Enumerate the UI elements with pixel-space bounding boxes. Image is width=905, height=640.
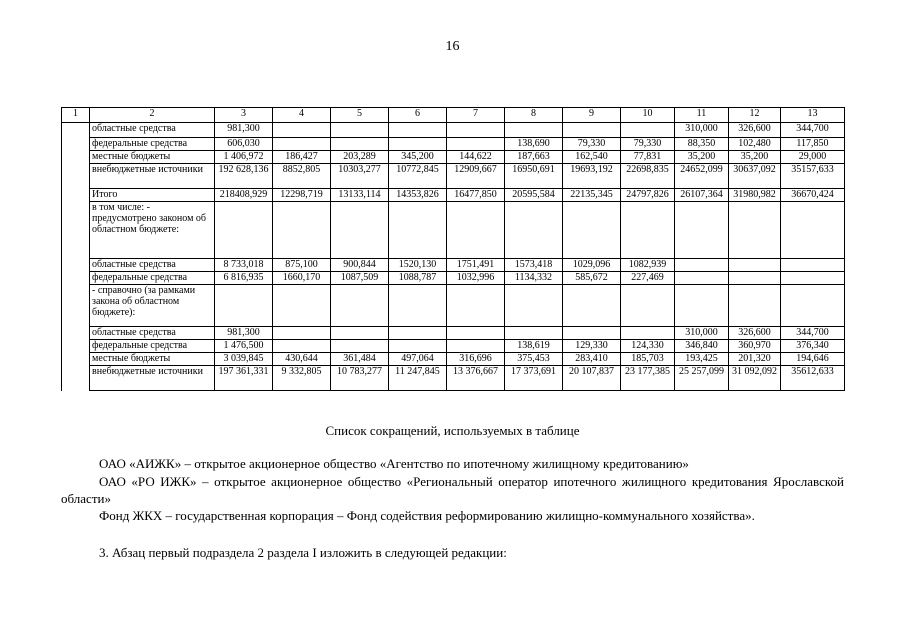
value-cell: [447, 138, 505, 151]
value-cell: [273, 340, 331, 353]
value-cell: 117,850: [781, 138, 845, 151]
value-cell: 344,700: [781, 327, 845, 340]
value-cell: 3 039,845: [215, 353, 273, 366]
value-cell: 1520,130: [389, 259, 447, 272]
row-label: внебюджетные источники: [90, 366, 215, 391]
value-cell: 1134,332: [505, 272, 563, 285]
value-cell: [389, 327, 447, 340]
row-label: внебюджетные источники: [90, 164, 215, 189]
value-cell: 13 376,667: [447, 366, 505, 391]
value-cell: [563, 285, 621, 327]
value-cell: [215, 202, 273, 259]
row-number-cell: [62, 327, 90, 340]
value-cell: 606,030: [215, 138, 273, 151]
value-cell: 346,840: [675, 340, 729, 353]
table-row: [62, 259, 845, 272]
header-cell: 10: [621, 108, 675, 123]
value-cell: 77,831: [621, 151, 675, 164]
value-cell: [389, 138, 447, 151]
row-number-cell: [62, 272, 90, 285]
value-cell: 31 092,092: [729, 366, 781, 391]
value-cell: 1 476,500: [215, 340, 273, 353]
row-number-cell: [62, 285, 90, 327]
abbrev-aizhk: ОАО «АИЖК» – открытое акционерное общество «Агентство по ипотечному жилищному кредитованию»: [99, 456, 689, 471]
value-cell: 129,330: [563, 340, 621, 353]
value-cell: [781, 272, 845, 285]
value-cell: [563, 327, 621, 340]
value-cell: [729, 202, 781, 259]
table-row: [62, 189, 845, 202]
table-row: [62, 202, 845, 259]
value-cell: [675, 259, 729, 272]
header-cell: 7: [447, 108, 505, 123]
value-cell: 138,619: [505, 340, 563, 353]
row-number-cell: [62, 340, 90, 353]
row-label: областные средства: [90, 259, 215, 272]
row-label: Итого: [90, 189, 215, 202]
value-cell: [447, 202, 505, 259]
row-number-cell: [62, 259, 90, 272]
value-cell: [781, 285, 845, 327]
value-cell: 24797,826: [621, 189, 675, 202]
value-cell: 981,300: [215, 327, 273, 340]
value-cell: 30637,092: [729, 164, 781, 189]
value-cell: [729, 259, 781, 272]
row-label: местные бюджеты: [90, 151, 215, 164]
row-number-cell: [62, 123, 90, 138]
value-cell: 310,000: [675, 327, 729, 340]
value-cell: [621, 285, 675, 327]
value-cell: [215, 285, 273, 327]
value-cell: 283,410: [563, 353, 621, 366]
value-cell: [331, 202, 389, 259]
value-cell: 8 733,018: [215, 259, 273, 272]
value-cell: [273, 285, 331, 327]
value-cell: 16477,850: [447, 189, 505, 202]
section-title: Список сокращений, используемых в таблице: [325, 423, 580, 438]
value-cell: 12909,667: [447, 164, 505, 189]
header-cell: 8: [505, 108, 563, 123]
row-label: в том числе: - предусмотрено законом об областном бюджете:: [90, 202, 215, 259]
value-cell: 88,350: [675, 138, 729, 151]
value-cell: [331, 327, 389, 340]
table-row: [62, 285, 845, 327]
value-cell: 218408,929: [215, 189, 273, 202]
value-cell: 185,703: [621, 353, 675, 366]
value-cell: [273, 138, 331, 151]
value-cell: 201,320: [729, 353, 781, 366]
table-row: [62, 366, 845, 391]
row-number-cell: [62, 353, 90, 366]
value-cell: [675, 202, 729, 259]
row-label: - справочно (за рамками закона об областном бюджете):: [90, 285, 215, 327]
value-cell: 20 107,837: [563, 366, 621, 391]
table-row: [62, 272, 845, 285]
value-cell: [447, 285, 505, 327]
value-cell: 14353,826: [389, 189, 447, 202]
value-cell: [331, 285, 389, 327]
value-cell: 24652,099: [675, 164, 729, 189]
value-cell: [505, 202, 563, 259]
value-cell: 192 628,136: [215, 164, 273, 189]
table-row: [62, 164, 845, 189]
header-cell: 9: [563, 108, 621, 123]
value-cell: 326,600: [729, 327, 781, 340]
value-cell: [621, 327, 675, 340]
table-row: [62, 340, 845, 353]
value-cell: 227,469: [621, 272, 675, 285]
value-cell: 345,200: [389, 151, 447, 164]
value-cell: 326,600: [729, 123, 781, 138]
row-label: федеральные средства: [90, 272, 215, 285]
value-cell: 497,064: [389, 353, 447, 366]
value-cell: 36670,424: [781, 189, 845, 202]
value-cell: 13133,114: [331, 189, 389, 202]
value-cell: [447, 327, 505, 340]
value-cell: 186,427: [273, 151, 331, 164]
value-cell: 344,700: [781, 123, 845, 138]
value-cell: 12298,719: [273, 189, 331, 202]
value-cell: 23 177,385: [621, 366, 675, 391]
value-cell: 187,663: [505, 151, 563, 164]
value-cell: 316,696: [447, 353, 505, 366]
header-cell: 1: [62, 108, 90, 123]
amendment-paragraph: 3. Абзац первый подраздела 2 раздела I изложить в следующей редакции:: [99, 545, 507, 560]
value-cell: 17 373,691: [505, 366, 563, 391]
value-cell: 10303,277: [331, 164, 389, 189]
value-cell: [505, 327, 563, 340]
value-cell: 1 406,972: [215, 151, 273, 164]
value-cell: 1032,996: [447, 272, 505, 285]
value-cell: 1573,418: [505, 259, 563, 272]
row-number-cell: [62, 366, 90, 391]
value-cell: 22135,345: [563, 189, 621, 202]
value-cell: [675, 272, 729, 285]
table-header-row: [62, 108, 845, 123]
row-label: федеральные средства: [90, 340, 215, 353]
value-cell: 6 816,935: [215, 272, 273, 285]
value-cell: 1082,939: [621, 259, 675, 272]
row-label: местные бюджеты: [90, 353, 215, 366]
value-cell: [563, 123, 621, 138]
value-cell: 144,622: [447, 151, 505, 164]
value-cell: 1029,096: [563, 259, 621, 272]
header-cell: 6: [389, 108, 447, 123]
value-cell: 194,646: [781, 353, 845, 366]
header-cell: 3: [215, 108, 273, 123]
value-cell: 9 332,805: [273, 366, 331, 391]
value-cell: 1087,509: [331, 272, 389, 285]
value-cell: 1088,787: [389, 272, 447, 285]
header-cell: 2: [90, 108, 215, 123]
abbrev-ro-izhk: ОАО «РО ИЖК» – открытое акционерное общество «Региональный оператор ипотечного жилищного кредитования Ярославской области»: [61, 474, 844, 506]
header-cell: 11: [675, 108, 729, 123]
row-label: федеральные средства: [90, 138, 215, 151]
value-cell: 1751,491: [447, 259, 505, 272]
value-cell: 376,340: [781, 340, 845, 353]
row-number-cell: [62, 138, 90, 151]
value-cell: 981,300: [215, 123, 273, 138]
value-cell: 8852,805: [273, 164, 331, 189]
value-cell: [505, 123, 563, 138]
header-cell: 13: [781, 108, 845, 123]
value-cell: 20595,584: [505, 189, 563, 202]
table-row: [62, 151, 845, 164]
value-cell: 11 247,845: [389, 366, 447, 391]
value-cell: 19693,192: [563, 164, 621, 189]
value-cell: [331, 340, 389, 353]
value-cell: [389, 285, 447, 327]
value-cell: 430,644: [273, 353, 331, 366]
value-cell: [331, 138, 389, 151]
value-cell: [781, 259, 845, 272]
value-cell: [389, 123, 447, 138]
value-cell: 360,970: [729, 340, 781, 353]
value-cell: 193,425: [675, 353, 729, 366]
value-cell: 79,330: [563, 138, 621, 151]
value-cell: 35612,633: [781, 366, 845, 391]
table-row: [62, 327, 845, 340]
value-cell: 1660,170: [273, 272, 331, 285]
value-cell: [621, 202, 675, 259]
value-cell: 10772,845: [389, 164, 447, 189]
header-cell: 4: [273, 108, 331, 123]
value-cell: 162,540: [563, 151, 621, 164]
value-cell: 124,330: [621, 340, 675, 353]
value-cell: 35,200: [675, 151, 729, 164]
value-cell: [273, 202, 331, 259]
value-cell: [447, 340, 505, 353]
value-cell: 900,844: [331, 259, 389, 272]
value-cell: 16950,691: [505, 164, 563, 189]
value-cell: [621, 123, 675, 138]
row-number-cell: [62, 189, 90, 202]
abbrev-fond-zhkh: Фонд ЖКХ – государственная корпорация – Фонд содействия реформированию жилищно-коммунального хозяйства».: [99, 508, 755, 523]
value-cell: [447, 123, 505, 138]
value-cell: [273, 327, 331, 340]
header-cell: 5: [331, 108, 389, 123]
value-cell: 310,000: [675, 123, 729, 138]
value-cell: 585,672: [563, 272, 621, 285]
table-row: [62, 123, 845, 138]
value-cell: [781, 202, 845, 259]
value-cell: [563, 202, 621, 259]
header-cell: 12: [729, 108, 781, 123]
value-cell: 79,330: [621, 138, 675, 151]
value-cell: 138,690: [505, 138, 563, 151]
value-cell: 875,100: [273, 259, 331, 272]
row-number-cell: [62, 202, 90, 259]
value-cell: 203,289: [331, 151, 389, 164]
value-cell: 26107,364: [675, 189, 729, 202]
value-cell: [273, 123, 331, 138]
value-cell: [675, 285, 729, 327]
value-cell: 197 361,331: [215, 366, 273, 391]
value-cell: 31980,982: [729, 189, 781, 202]
value-cell: [331, 123, 389, 138]
budget-table: [61, 107, 845, 391]
row-label: областные средства: [90, 327, 215, 340]
value-cell: 102,480: [729, 138, 781, 151]
value-cell: [505, 285, 563, 327]
row-label: областные средства: [90, 123, 215, 138]
value-cell: [389, 340, 447, 353]
value-cell: 25 257,099: [675, 366, 729, 391]
table-body: [62, 108, 845, 391]
page-number: 16: [445, 39, 460, 54]
value-cell: 361,484: [331, 353, 389, 366]
row-number-cell: [62, 151, 90, 164]
value-cell: 35,200: [729, 151, 781, 164]
value-cell: 22698,835: [621, 164, 675, 189]
table-row: [62, 138, 845, 151]
table-row: [62, 353, 845, 366]
value-cell: 375,453: [505, 353, 563, 366]
row-number-cell: [62, 164, 90, 189]
value-cell: 10 783,277: [331, 366, 389, 391]
value-cell: [729, 285, 781, 327]
value-cell: [729, 272, 781, 285]
value-cell: 29,000: [781, 151, 845, 164]
value-cell: 35157,633: [781, 164, 845, 189]
value-cell: [389, 202, 447, 259]
